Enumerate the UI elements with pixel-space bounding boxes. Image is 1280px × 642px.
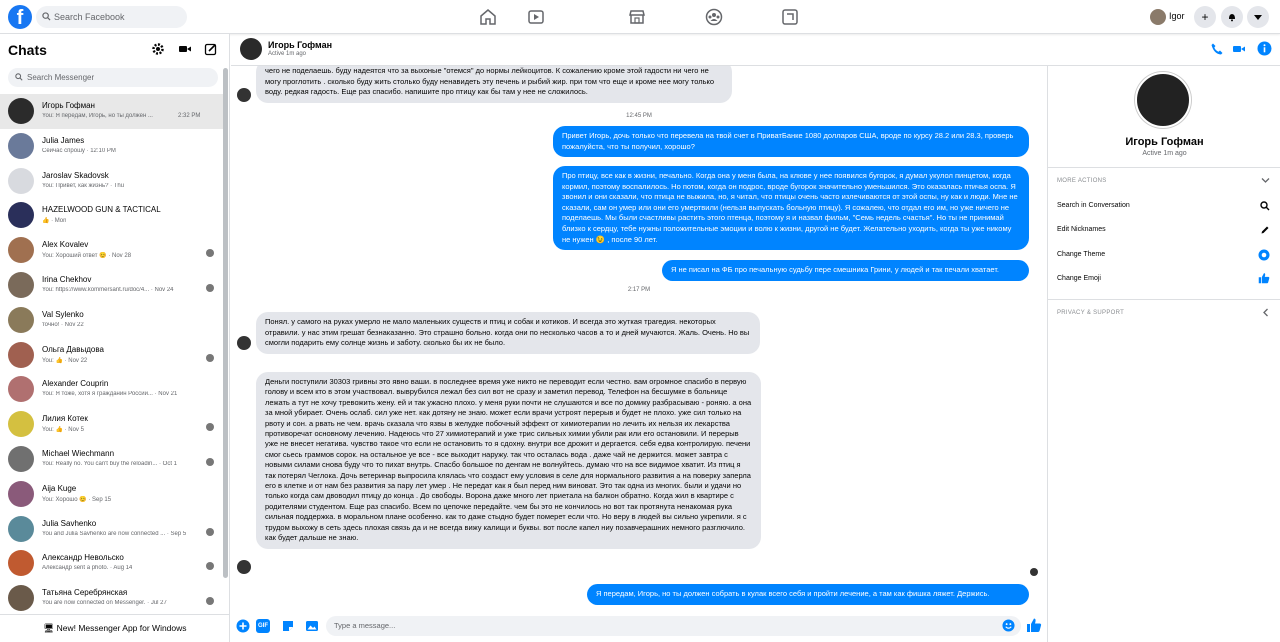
message-composer bbox=[231, 610, 1047, 642]
chat-name: Val Sylenko bbox=[42, 309, 84, 319]
edit-nicknames-action[interactable]: Edit Nicknames bbox=[1057, 226, 1106, 233]
contact-avatar[interactable] bbox=[240, 38, 262, 60]
phone-icon[interactable] bbox=[1210, 42, 1224, 56]
chat-name: Александр Невольско bbox=[42, 553, 124, 563]
chat-list-item[interactable] bbox=[0, 198, 224, 233]
message-input-placeholder: Type a message... bbox=[334, 621, 396, 630]
search-icon[interactable] bbox=[1260, 201, 1270, 211]
chat-name: Alexander Couprin bbox=[42, 379, 109, 389]
read-receipt-avatar bbox=[206, 354, 214, 362]
chat-name: Julia James bbox=[42, 135, 85, 145]
sender-avatar bbox=[237, 560, 251, 574]
caret-down-icon bbox=[1254, 15, 1262, 21]
read-receipt-avatar bbox=[206, 284, 214, 292]
chat-preview: Александр sent a photo. · Aug 14 bbox=[42, 565, 133, 572]
chat-list-item[interactable] bbox=[0, 303, 224, 338]
message-incoming[interactable]: чего не поделаешь. буду надеятся что за выхоные "отемся" до нормы лейкоцитов. К сожалению кроме этой гадости ни чего не могу проглотить . сколько буду жить столько буду ненавидеть эту печень и рыбий жир. при том что еще и кроме нее могу только воду. редкая гадость. Еще раз спасибо. напишите про птицу как бы там у нее не сложилось. bbox=[256, 66, 732, 103]
chat-avatar bbox=[8, 202, 34, 228]
messenger-search-placeholder: Search Messenger bbox=[27, 73, 95, 82]
chat-name: Julia Savhenko bbox=[42, 518, 97, 528]
chat-preview: You: Привет, как жизнь? · Thu bbox=[42, 182, 125, 189]
user-name[interactable]: Igor bbox=[1169, 11, 1185, 21]
profile-avatar[interactable] bbox=[1135, 72, 1191, 128]
search-icon bbox=[42, 12, 51, 21]
new-messenger-app-link[interactable] bbox=[0, 614, 230, 642]
chevron-down-icon[interactable] bbox=[1261, 177, 1270, 184]
conversation-header bbox=[231, 34, 1280, 66]
chat-avatar bbox=[8, 168, 34, 194]
facebook-search-input[interactable] bbox=[36, 6, 187, 28]
chat-preview: 👍 · Mon bbox=[42, 218, 67, 225]
gaming-icon[interactable] bbox=[780, 7, 800, 27]
watch-icon[interactable] bbox=[526, 7, 546, 27]
chat-list-item[interactable] bbox=[0, 372, 224, 407]
chat-name: Ольга Давыдова bbox=[42, 344, 104, 354]
sender-avatar bbox=[237, 336, 251, 350]
chat-list-item[interactable] bbox=[0, 442, 224, 477]
thumbs-up-icon[interactable] bbox=[1258, 272, 1270, 284]
message-outgoing[interactable]: Я передам, Игорь, но ты должен собрать в кулак всего себя и пройти лечение, а там как фишка ляжет. Держись. bbox=[587, 584, 1029, 605]
chat-list-item[interactable] bbox=[0, 268, 224, 303]
more-actions-header[interactable]: MORE ACTIONS bbox=[1057, 178, 1107, 184]
read-receipt-avatar bbox=[206, 249, 214, 257]
message-incoming[interactable]: Деньги поступили 30303 гривны это явно ваши. в последнее время уже никто не переводит если честно. вам огромное спасибо в первую голову и всем кто в этом участвовал. выврубился лежал без сил вот не сразу и заметил перевод. Телефон на бесшумке в больнице лежать а тут не хочу тревожить жену. ей и так ужасно плохо. у меня руки почти не слушаются и все по домику разбрасываю - роняю. а она за мной убирает. Очень ослаб. сил уже нет. как дотяну не знаю. может если врачи устроят перерыв и будет не плохо. уже сил только на рвоту и сон. а рвать не чем. врачь сказала что язвы в желудке побочный эффект от химиотерапии но лечить их нельзя их лекарства противоречат основному лечению. Надеюсь что 27 химиотерапий и уже трис сильных химии убили рак или его остановили. И перерыв уже не внесет негатива. чувство такое что если не остановить то я сдохну. внутри все дрожит и дергается. себя едва контролирую. печени смог сьесь граммов сорок. на остальное уе все - все выходит наружу. так что осталась вода . даже чай не держится. может завтра с новыми силами снова буду что то пихат внутрь. Спасбо большое по денгам не волнуйтесь. думаю что на все видимое хватит. Из птиц я так потерял Чеглока. Дочь ветеринар выпросила клялась что создаст ему условия в селе для нормального развития а на поверку заперла его в клетке и от нам без развития за пару лет умер . Не передат как я был перед ним виноват. Это так одна из многих. были и удачи но только когда сам двоводил птицу до конца . До свободы. Ворона даже много лет приетала на балкон обратно. Когда жил в квартире с родителями студентом. Еще раз спасибо. Всем по цепочке передайте. чем бы это не кончилось но вот так протянута ненакомая рука сильная поддержка. в моральном плане особенно. как то даже стыдно будет померет если что. Но веру в людей вы сильно укрепили. я с трудом выхожу в сеть здесь плохая связь да и не всегда вижу калищи и буквы. вот после капел ниу позавчерашних немного разглючило. как будет дальше не знаю. bbox=[256, 372, 761, 549]
gif-icon[interactable]: GIF bbox=[256, 619, 270, 633]
message-input[interactable] bbox=[326, 616, 1021, 636]
chat-list-item[interactable] bbox=[0, 233, 224, 268]
chat-name: Alex Kovalev bbox=[42, 240, 89, 250]
message-outgoing[interactable]: Про птицу, все как в жизни, печально. Когда она у меня была, на клюве у нее появился бугорок, я думал укулол пинцетом, когда кормил, поэтому воспалилось. Но потом, когда он подрос, вроде бугорок значительно уменьшился. Это оказалась птичья оспа. Я звонил и они сказали, что птица не выжила, но, я читал, что птицы очень часто излечиваются от этой оспы, ну как и люди. Мне не сказали, сам он умер или они его умертвили (нельзя выпускать больную птицу). Я сожалею, что отдал его им, но уже ничего не поделаешь. Мы были счастливы растить этого птенца, поэтому я и назвал фильм, "Семь недель счастья". Но ты не принимай близко к сердцу, тебе нужны положительные эмоции и волю к жизни, другой не будет. Желательно уходить, когда ты уже никому не нужен 😉 , после 90 лет. bbox=[553, 166, 1029, 250]
thumbs-up-icon[interactable] bbox=[1026, 617, 1042, 633]
chat-name: Irina Chekhov bbox=[42, 274, 92, 284]
chat-preview: Сейчас спрошу · 12:10 PM bbox=[42, 147, 116, 154]
chat-preview: You: Хорошо 😊 · Sep 15 bbox=[42, 496, 112, 503]
search-icon bbox=[15, 73, 23, 81]
image-icon[interactable] bbox=[305, 619, 319, 633]
info-icon[interactable] bbox=[1257, 41, 1272, 56]
chat-time: 2:32 PM bbox=[178, 113, 201, 119]
read-receipt-avatar bbox=[206, 458, 214, 466]
chat-preview: You: 👍 · Nov 5 bbox=[42, 427, 84, 434]
chat-name: Michael Wiechmann bbox=[42, 448, 115, 458]
chat-list-item[interactable] bbox=[0, 407, 224, 442]
new-message-icon[interactable] bbox=[204, 42, 218, 56]
chat-avatar bbox=[8, 237, 34, 263]
chat-avatar bbox=[8, 550, 34, 576]
search-in-conversation-action[interactable]: Search in Conversation bbox=[1057, 202, 1130, 209]
contact-status: Active 1m ago bbox=[268, 51, 307, 57]
new-app-label: New! Messenger App for Windows bbox=[56, 623, 187, 633]
read-receipt-avatar bbox=[206, 562, 214, 570]
chat-list-item[interactable] bbox=[0, 512, 224, 547]
message-outgoing[interactable]: Привет Игорь, дочь только что перевела на твой счет в ПриватБанке 1080 долларов США, вроде по курсу 28.2 или 28.3, проверь пожалуйста, что ты получил, хорошо? bbox=[553, 126, 1029, 157]
read-receipt-avatar bbox=[206, 528, 214, 536]
chat-preview: You: Хороший ответ 😊 · Nov 28 bbox=[42, 253, 132, 260]
chat-list-scrollbar[interactable] bbox=[223, 68, 228, 578]
chat-avatar bbox=[8, 446, 34, 472]
timestamp: 12:45 PM bbox=[626, 113, 652, 119]
gear-icon[interactable] bbox=[151, 42, 165, 56]
change-emoji-action[interactable]: Change Emoji bbox=[1057, 275, 1101, 282]
emoji-icon[interactable] bbox=[1002, 619, 1015, 632]
divider bbox=[1048, 167, 1280, 168]
chat-preview: You: 👍 · Nov 22 bbox=[42, 357, 88, 364]
create-button[interactable] bbox=[1194, 6, 1216, 28]
read-receipt-avatar bbox=[206, 423, 214, 431]
chat-list-item[interactable] bbox=[0, 338, 224, 373]
timestamp: 2:17 PM bbox=[627, 287, 651, 293]
chat-preview: You are now connected on Messenger. · Jul 27 bbox=[42, 600, 167, 607]
privacy-support-header[interactable]: PRIVACY & SUPPORT bbox=[1057, 310, 1125, 316]
facebook-logo-icon[interactable]: f bbox=[8, 5, 32, 29]
chat-list-item[interactable] bbox=[0, 546, 224, 581]
message-thread bbox=[231, 66, 1047, 606]
chat-avatar bbox=[8, 272, 34, 298]
chat-preview: You: Я передам, Игорь, но ты должен ... bbox=[42, 113, 153, 119]
chat-preview: You: https://www.kommersant.ru/doc/4... · Nov 24 bbox=[42, 286, 174, 293]
read-receipt-avatar bbox=[206, 597, 214, 605]
bell-icon bbox=[1227, 12, 1237, 22]
notifications-button[interactable] bbox=[1221, 6, 1243, 28]
contact-name[interactable]: Игорь Гофман bbox=[268, 40, 333, 50]
video-call-icon[interactable] bbox=[178, 42, 192, 56]
home-icon[interactable] bbox=[478, 7, 498, 27]
chevron-left-icon[interactable] bbox=[1262, 308, 1269, 317]
chat-list-item[interactable] bbox=[0, 129, 224, 164]
chat-list-item[interactable] bbox=[0, 164, 224, 199]
chats-sidebar bbox=[0, 34, 230, 642]
chat-name: Aija Kuge bbox=[42, 483, 77, 493]
profile-status: Active 1m ago bbox=[1142, 150, 1187, 157]
groups-icon[interactable] bbox=[704, 7, 724, 27]
change-theme-action[interactable]: Change Theme bbox=[1057, 251, 1106, 258]
chat-name: Татьяна Серебрянская bbox=[42, 588, 128, 598]
chat-preview: You: Я тоже, хотя я гражданин России... · Nov 21 bbox=[42, 391, 178, 398]
chat-avatar bbox=[8, 342, 34, 368]
chat-preview: точно! · Nov 22 bbox=[42, 321, 84, 328]
chat-avatar bbox=[8, 516, 34, 542]
chat-name: Лилия Котек bbox=[42, 414, 88, 424]
chat-list bbox=[0, 94, 224, 614]
chat-name: Jaroslav Skadovsk bbox=[42, 170, 109, 180]
chat-avatar bbox=[8, 307, 34, 333]
search-placeholder: Search Facebook bbox=[54, 12, 125, 22]
sticker-icon[interactable] bbox=[281, 619, 295, 633]
desktop-icon: 🖥 bbox=[43, 623, 57, 633]
chat-avatar bbox=[8, 585, 34, 611]
chat-avatar bbox=[8, 411, 34, 437]
plus-icon: + bbox=[1201, 10, 1209, 24]
chat-avatar bbox=[8, 376, 34, 402]
chat-avatar bbox=[8, 98, 34, 124]
chat-preview: You: Really no. You can't buy the reloadin... · Oct 1 bbox=[42, 460, 178, 467]
divider bbox=[1048, 299, 1280, 300]
chat-list-item[interactable] bbox=[0, 94, 224, 129]
marketplace-icon[interactable] bbox=[627, 7, 647, 27]
messenger-search-input[interactable] bbox=[8, 68, 218, 87]
user-avatar[interactable] bbox=[1150, 9, 1166, 25]
video-icon[interactable] bbox=[1232, 42, 1246, 56]
chat-preview: You and Julia Savhenko are now connected ... · Sep 5 bbox=[42, 530, 187, 537]
top-navigation-bar bbox=[0, 0, 1280, 34]
plus-circle-icon[interactable] bbox=[236, 619, 250, 633]
chat-list-item[interactable] bbox=[0, 477, 224, 512]
chat-list-item[interactable] bbox=[0, 581, 224, 614]
account-menu-button[interactable] bbox=[1247, 6, 1269, 28]
sender-avatar bbox=[237, 88, 251, 102]
conversation-info-panel bbox=[1047, 66, 1280, 642]
chat-avatar bbox=[8, 133, 34, 159]
message-incoming[interactable]: Понял. у самого на руках умерло не мало маленьких существ и птиц и собак и котиков. И всегда это жуткая трагедия. некоторых отравили. у нас этим грешат безнаказанно. Это страшно больно. когда они по несколько часов а то и дней мучаются. Жаль. Очень. Но вы смогли подарить ему солнце жизнь и заботу. сколько бы их не было. bbox=[256, 312, 760, 354]
profile-name[interactable]: Игорь Гофман bbox=[1125, 136, 1204, 148]
theme-icon[interactable] bbox=[1258, 249, 1270, 261]
chat-name: HAZELWOOD GUN & TACTICAL bbox=[42, 205, 161, 215]
seen-indicator-avatar bbox=[1030, 568, 1038, 576]
message-outgoing[interactable]: Я не писал на ФБ про печальную судьбу пере смешника Грини, у людей и так печали хватает. bbox=[662, 260, 1029, 281]
chats-title: Chats bbox=[8, 42, 47, 58]
pencil-icon[interactable] bbox=[1260, 225, 1270, 235]
chat-avatar bbox=[8, 481, 34, 507]
chat-name: Игорь Гофман bbox=[42, 101, 95, 110]
